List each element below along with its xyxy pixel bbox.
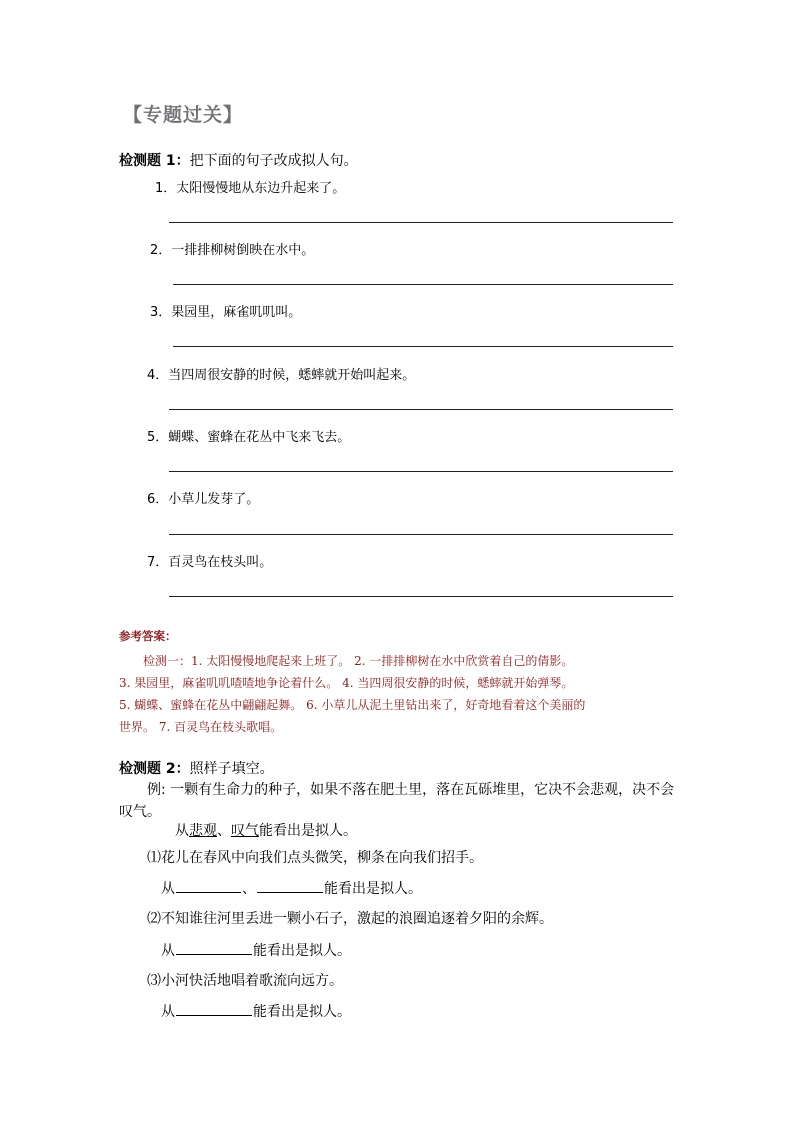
page-title: 【专题过关】 [123, 104, 244, 126]
fill-sep-1: 、 [242, 881, 256, 897]
answer-line-1[interactable] [169, 222, 673, 223]
fill-from-1: 从 [161, 881, 175, 897]
example-sep: 、 [217, 823, 231, 839]
test2-heading [119, 758, 274, 778]
answer-line-4[interactable] [169, 409, 673, 410]
question-2: ⑵不知谁往河里丢进一颗小石子，激起的浪圈追逐着夕阳的余辉。 [147, 911, 553, 927]
test1-label: 检测题 1： [119, 153, 190, 169]
question-2-fill [161, 940, 351, 960]
test2-instruction: 照样子填空。 [189, 761, 274, 777]
answer-line-7[interactable] [169, 596, 673, 597]
test1-item-2: 2．一排排柳树倒映在水中。 [150, 243, 315, 258]
answer-line-2[interactable] [173, 284, 673, 285]
example-word-2: 叹气 [231, 823, 259, 839]
example-conclusion [175, 820, 357, 840]
test1-item-7: 7．百灵鸟在枝头叫。 [147, 555, 273, 570]
answers-line-2: 3. 果园里，麻雀叽叽喳喳地争论着什么。 4. 当四周很安静的时候，蟋蟀就开始弹琴。 [119, 676, 574, 690]
test1-item-4: 4．当四周很安静的时候，蟋蟀就开始叫起来。 [147, 368, 416, 383]
answer-line-6[interactable] [169, 534, 673, 535]
example-tail: 能看出是拟人。 [259, 823, 357, 839]
fill-tail-2: 能看出是拟人。 [253, 943, 351, 959]
question-3-fill [161, 1001, 351, 1021]
test1-item-3: 3．果园里，麻雀叽叽叫。 [150, 305, 302, 320]
fill-blank-1b[interactable] [257, 878, 323, 893]
fill-tail-1: 能看出是拟人。 [324, 881, 422, 897]
fill-from-2: 从 [161, 943, 175, 959]
answers-heading: 参考答案： [119, 629, 177, 643]
fill-blank-3[interactable] [176, 1001, 252, 1016]
test1-item-5: 5．蝴蝶、蜜蜂在花丛中飞来飞去。 [147, 430, 351, 445]
answers-line-3: 5. 蝴蝶、蜜蜂在花丛中翩翩起舞。 6. 小草儿从泥土里钻出来了，好奇地看着这个美丽的 [119, 698, 586, 712]
question-1-fill [161, 878, 422, 898]
fill-blank-2[interactable] [176, 940, 252, 955]
answers-line-4: 世界。 7. 百灵鸟在枝头歌唱。 [119, 720, 283, 734]
test2-label: 检测题 2： [119, 761, 190, 777]
test1-heading [119, 150, 358, 170]
question-1: ⑴花儿在春风中向我们点头微笑，柳条在向我们招手。 [147, 850, 483, 866]
example-line-2: 叹气。 [119, 804, 161, 820]
example-word-1: 悲观 [189, 823, 217, 839]
fill-tail-3: 能看出是拟人。 [253, 1004, 351, 1020]
answer-line-3[interactable] [173, 346, 673, 347]
fill-blank-1a[interactable] [176, 878, 241, 893]
test1-instruction: 把下面的句子改成拟人句。 [189, 153, 358, 169]
test1-item-6: 6．小草儿发芽了。 [147, 492, 260, 507]
test1-item-1: 1．太阳慢慢地从东边升起来了。 [155, 181, 346, 196]
example-from: 从 [175, 823, 189, 839]
example-line-1: 例: 一颗有生命力的种子，如果不落在肥土里，落在瓦砾堆里，它决不会悲观，决不会 [147, 782, 675, 798]
answer-line-5[interactable] [169, 471, 673, 472]
question-3: ⑶小河快活地唱着歌流向远方。 [147, 973, 343, 989]
answers-line-1: 检测一：1. 太阳慢慢地爬起来上班了。 2. 一排排柳树在水中欣赏着自己的倩影。 [143, 654, 574, 668]
fill-from-3: 从 [161, 1004, 175, 1020]
